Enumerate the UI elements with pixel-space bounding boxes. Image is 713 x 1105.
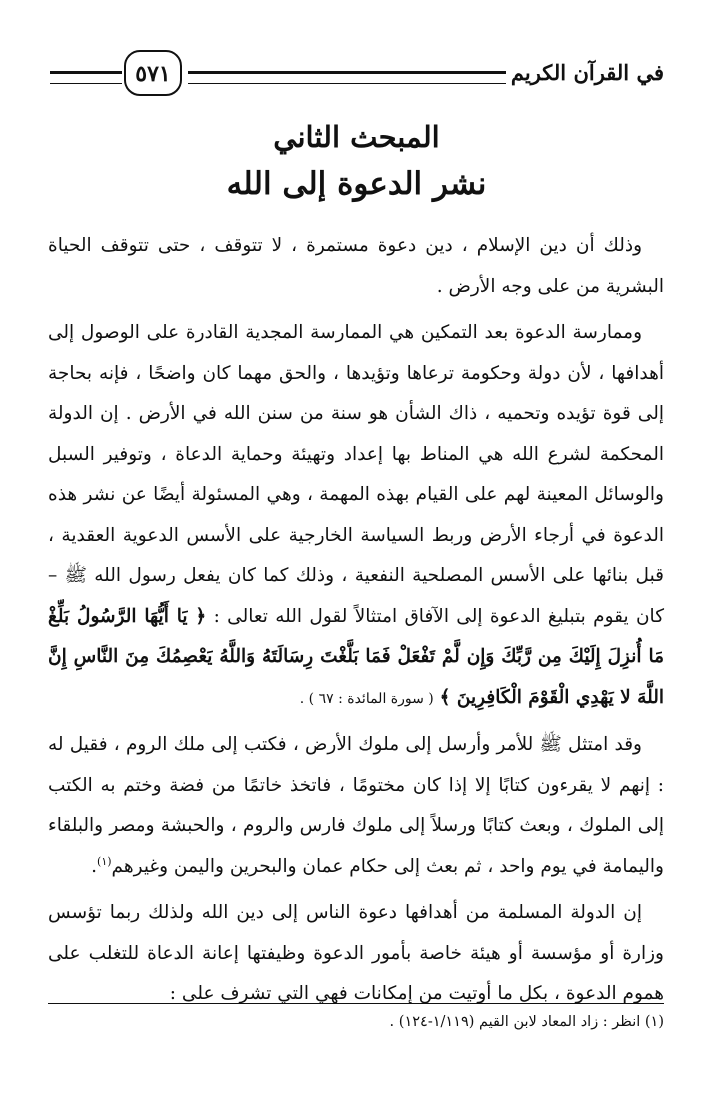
paragraph-2-text: وممارسة الدعوة بعد التمكين هي الممارسة المجدية القادرة على الوصول إلى أهدافها ، لأن دولة وحكومة ترعاها وتؤيدها ، والحق مهما كان واضحًا ، فإنه بحاجة إلى قوة تؤيده وتحميه ، ذاك الشأن هو سنة من سنن الله في الأرض . إن الدولة المحكمة لشرع الله هي المناط بها إعداد وتهيئة وحماية الدعاة ، وتوفير السبل والوسائل المعينة لهم على القيام بهذه المهمة ، وهي المسئولة أيضًا عن نشر هذه الدعوة في أرجاء الأرض وربط السياسة الخارجية على الأسس الدعوية العقدية ، قبل بنائها على الأسس المصلحية النفعية ، وذلك كما كان يفعل رسول الله ﷺ – كان يقوم بتبليغ الدعوة إلى الآفاق امتثالاً لقول الله تعالى : xyxy=(48,322,665,627)
header-rule-middle xyxy=(188,71,506,84)
header-rule-left xyxy=(50,71,122,84)
footnote-divider xyxy=(48,1003,664,1004)
footnote-marker: (١) xyxy=(97,854,112,868)
body-text xyxy=(48,226,664,1021)
paragraph-4-text: إن الدولة المسلمة من أهدافها دعوة الناس إلى دين الله ولذلك ربما تؤسس وزارة أو مؤسسة أو هيئة خاصة بأمور الدعوة وظيفتها إعانة الدعاة للتغلب على هموم الدعوة ، بكل ما أوتيت من إمكانات فهي التي تشرف على : xyxy=(48,902,664,1004)
section-subtitle: نشر الدعوة إلى الله xyxy=(226,166,487,202)
paragraph-1-text: وذلك أن دين الإسلام ، دين دعوة مستمرة ، لا تتوقف ، حتى تتوقف الحياة البشرية من على وجه الأرض . xyxy=(48,235,664,297)
header-title: في القرآن الكريم xyxy=(510,60,664,85)
page-number: ٥٧١ xyxy=(124,50,182,96)
paragraph-3-end: . xyxy=(91,855,98,877)
paragraph-2 xyxy=(48,313,664,719)
quran-verse: ﴿ يَا أَيُّهَا الرَّسُولُ بَلِّغْ مَا أُنزِلَ إِلَيْكَ مِن رَّبِّكَ وَإِن لَّمْ تَفْعَلْ فَمَا بَلَّغْتَ رِسَالَتَهُ وَاللَّهُ يَعْصِمُكَ مِنَ النَّاسِ إِنَّ اللَّهَ لا يَهْدِي الْقَوْمَ الْكَافِرِينَ ﴾ xyxy=(48,605,664,708)
verse-reference: ( سورة المائدة : ٦٧ ) . xyxy=(299,690,434,707)
paragraph-4 xyxy=(48,893,664,1015)
running-header xyxy=(50,50,664,100)
paragraph-1 xyxy=(48,226,664,307)
paragraph-3 xyxy=(48,725,664,887)
section-title: المبحث الثاني xyxy=(273,120,440,154)
footnote: (١) انظر : زاد المعاد لابن القيم (١/١١٩-١٢٤) . xyxy=(389,1014,664,1030)
paragraph-3-text: وقد امتثل ﷺ للأمر وأرسل إلى ملوك الأرض ، فكتب إلى ملك الروم ، فقيل له : إنهم لا يقرءون كتابًا إلا إذا كان مختومًا ، فاتخذ خاتمًا من فضة وختم به الكتب إلى الملوك ، وبعث كتابًا ورسلاً إلى ملوك فارس والروم ، والحبشة ومصر والبلقاء واليمامة في يوم واحد ، ثم بعث إلى حكام عمان والبحرين واليمن وغيرهم xyxy=(48,734,664,877)
